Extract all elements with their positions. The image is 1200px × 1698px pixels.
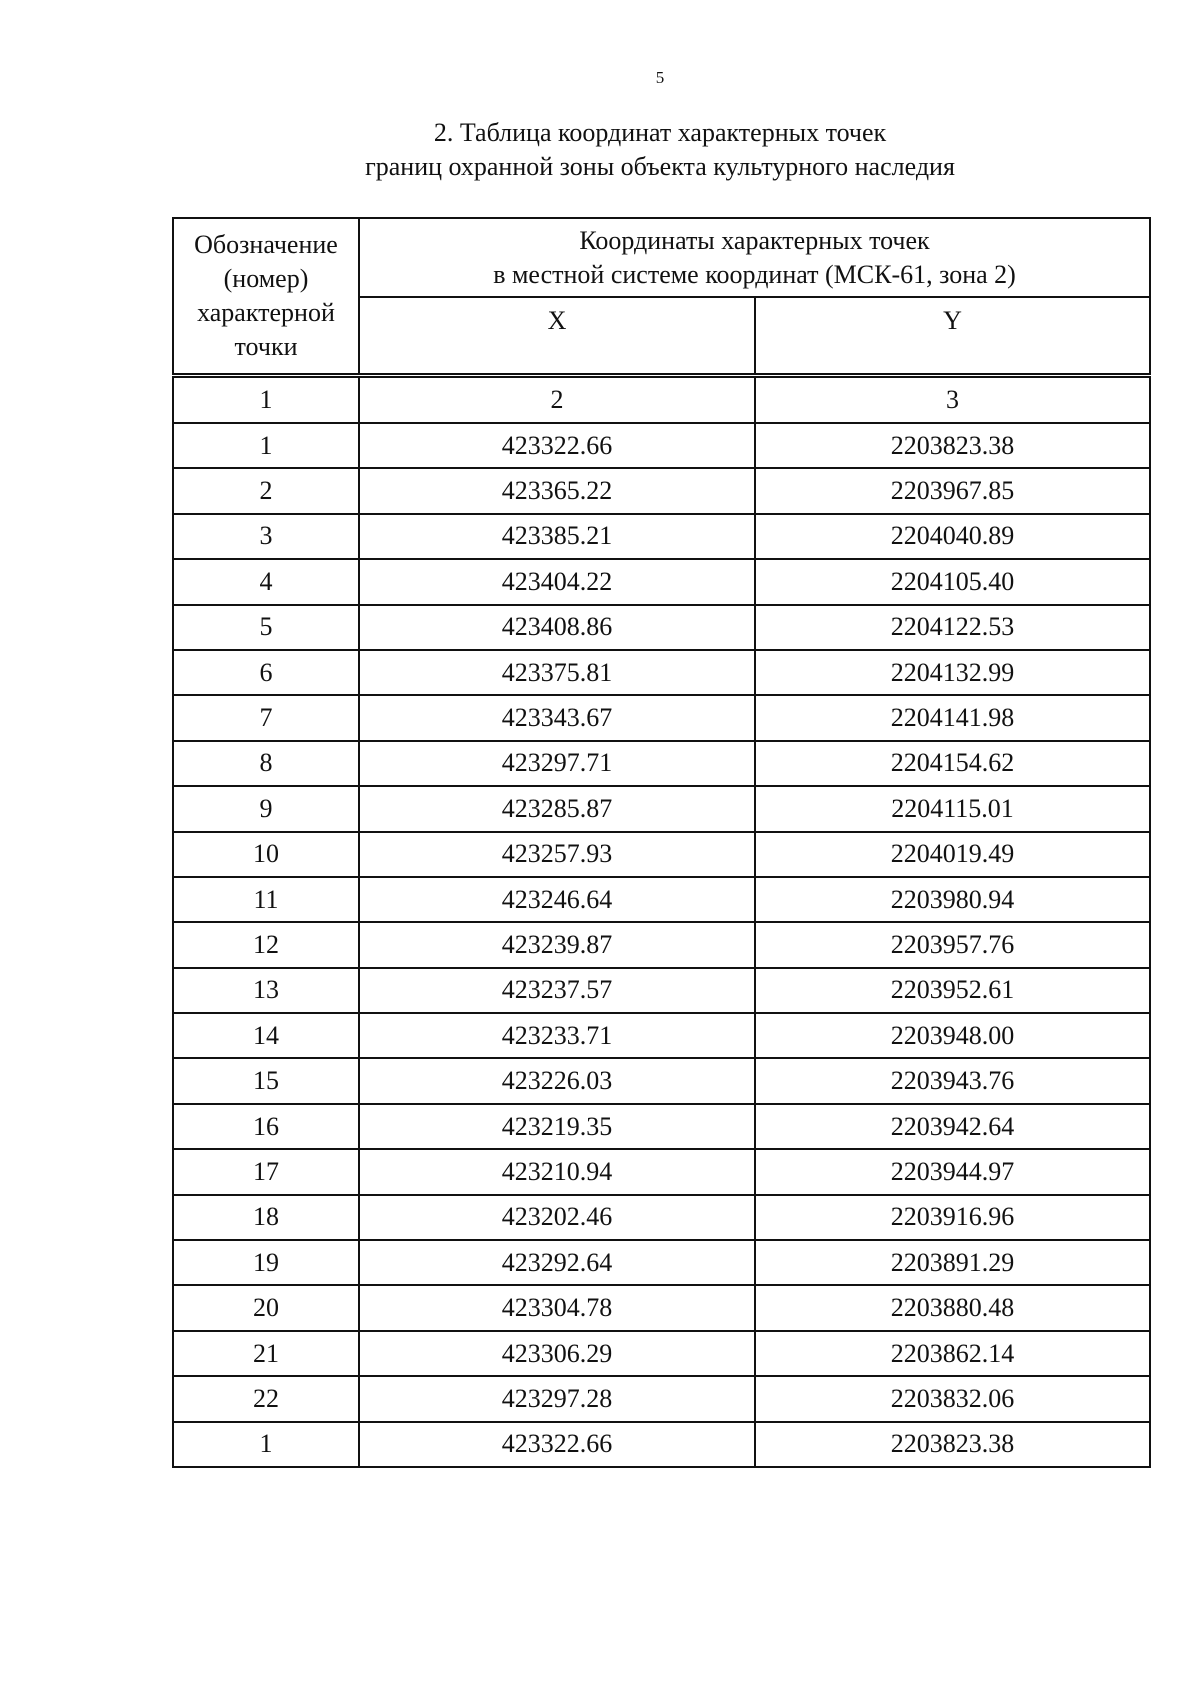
x-coordinate-cell: 423285.87 — [359, 786, 755, 831]
column-number: 1 — [173, 376, 359, 424]
y-coordinate-cell: 2204122.53 — [755, 605, 1150, 650]
x-coordinate-cell: 423246.64 — [359, 877, 755, 922]
point-number-cell: 13 — [173, 968, 359, 1013]
y-header: Y — [755, 297, 1150, 376]
y-coordinate-cell: 2203942.64 — [755, 1104, 1150, 1149]
x-coordinate-cell: 423322.66 — [359, 1422, 755, 1467]
y-coordinate-cell: 2203916.96 — [755, 1195, 1150, 1240]
point-number-cell: 19 — [173, 1240, 359, 1285]
point-number-cell: 7 — [173, 695, 359, 740]
x-coordinate-cell: 423219.35 — [359, 1104, 755, 1149]
x-coordinate-cell: 423408.86 — [359, 605, 755, 650]
x-coordinate-cell: 423375.81 — [359, 650, 755, 695]
y-coordinate-cell: 2204154.62 — [755, 741, 1150, 786]
table-row — [173, 695, 1150, 740]
x-coordinate-cell: 423226.03 — [359, 1058, 755, 1103]
point-number-cell: 14 — [173, 1013, 359, 1058]
point-number-cell: 1 — [173, 1422, 359, 1467]
point-number-cell: 21 — [173, 1331, 359, 1376]
x-coordinate-cell: 423292.64 — [359, 1240, 755, 1285]
y-coordinate-cell: 2203952.61 — [755, 968, 1150, 1013]
y-coordinate-cell: 2203891.29 — [755, 1240, 1150, 1285]
point-number-cell: 11 — [173, 877, 359, 922]
column-number: 2 — [359, 376, 755, 424]
point-number-cell: 16 — [173, 1104, 359, 1149]
table-row — [173, 1195, 1150, 1240]
designation-header: Обозначение (номер) характерной точки — [173, 218, 359, 376]
table-row — [173, 741, 1150, 786]
point-number-cell: 2 — [173, 468, 359, 513]
table-row — [173, 1104, 1150, 1149]
y-coordinate-cell: 2204019.49 — [755, 832, 1150, 877]
x-coordinate-cell: 423404.22 — [359, 559, 755, 604]
table-row — [173, 1422, 1150, 1467]
y-coordinate-cell: 2204115.01 — [755, 786, 1150, 831]
x-header: X — [359, 297, 755, 376]
x-coordinate-cell: 423297.71 — [359, 741, 755, 786]
table-row — [173, 423, 1150, 468]
coordinates-table — [172, 217, 1151, 1468]
x-coordinate-cell: 423306.29 — [359, 1331, 755, 1376]
table-row — [173, 559, 1150, 604]
page-title — [0, 116, 1200, 184]
x-coordinate-cell: 423297.28 — [359, 1376, 755, 1421]
column-number-row — [173, 376, 1150, 424]
point-number-cell: 20 — [173, 1285, 359, 1330]
table-row — [173, 786, 1150, 831]
y-coordinate-cell: 2203880.48 — [755, 1285, 1150, 1330]
y-coordinate-cell: 2204132.99 — [755, 650, 1150, 695]
y-coordinate-cell: 2203967.85 — [755, 468, 1150, 513]
table-row — [173, 877, 1150, 922]
table-row — [173, 1331, 1150, 1376]
x-coordinate-cell: 423210.94 — [359, 1149, 755, 1194]
table-row — [173, 968, 1150, 1013]
table-row — [173, 605, 1150, 650]
table-row — [173, 468, 1150, 513]
point-number-cell: 5 — [173, 605, 359, 650]
y-coordinate-cell: 2203862.14 — [755, 1331, 1150, 1376]
page-number: 5 — [655, 68, 665, 87]
column-number: 3 — [755, 376, 1150, 424]
point-number-cell: 22 — [173, 1376, 359, 1421]
x-coordinate-cell: 423239.87 — [359, 922, 755, 967]
point-number-cell: 6 — [173, 650, 359, 695]
point-number-cell: 8 — [173, 741, 359, 786]
y-coordinate-cell: 2204105.40 — [755, 559, 1150, 604]
point-number-cell: 17 — [173, 1149, 359, 1194]
y-coordinate-cell: 2203943.76 — [755, 1058, 1150, 1103]
table-row — [173, 1013, 1150, 1058]
x-coordinate-cell: 423322.66 — [359, 423, 755, 468]
y-coordinate-cell: 2203832.06 — [755, 1376, 1150, 1421]
coordinates-header: Координаты характерных точек в местной системе координат (МСК-61, зона 2) — [359, 218, 1150, 297]
y-coordinate-cell: 2203823.38 — [755, 1422, 1150, 1467]
x-coordinate-cell: 423233.71 — [359, 1013, 755, 1058]
x-coordinate-cell: 423304.78 — [359, 1285, 755, 1330]
point-number-cell: 18 — [173, 1195, 359, 1240]
x-coordinate-cell: 423202.46 — [359, 1195, 755, 1240]
point-number-cell: 15 — [173, 1058, 359, 1103]
table-row — [173, 832, 1150, 877]
y-coordinate-cell: 2204040.89 — [755, 514, 1150, 559]
table-row — [173, 1149, 1150, 1194]
point-number-cell: 1 — [173, 423, 359, 468]
x-coordinate-cell: 423343.67 — [359, 695, 755, 740]
title-line-2: границ охранной зоны объекта культурного наследия — [365, 152, 955, 181]
y-coordinate-cell: 2203948.00 — [755, 1013, 1150, 1058]
y-coordinate-cell: 2203944.97 — [755, 1149, 1150, 1194]
point-number-cell: 12 — [173, 922, 359, 967]
point-number-cell: 4 — [173, 559, 359, 604]
x-coordinate-cell: 423365.22 — [359, 468, 755, 513]
x-coordinate-cell: 423237.57 — [359, 968, 755, 1013]
table-row — [173, 514, 1150, 559]
point-number-cell: 10 — [173, 832, 359, 877]
table-row — [173, 1240, 1150, 1285]
y-coordinate-cell: 2204141.98 — [755, 695, 1150, 740]
y-coordinate-cell: 2203823.38 — [755, 423, 1150, 468]
table-row — [173, 1058, 1150, 1103]
table-row — [173, 1376, 1150, 1421]
y-coordinate-cell: 2203980.94 — [755, 877, 1150, 922]
x-coordinate-cell: 423385.21 — [359, 514, 755, 559]
table-row — [173, 922, 1150, 967]
table-row — [173, 650, 1150, 695]
point-number-cell: 3 — [173, 514, 359, 559]
x-coordinate-cell: 423257.93 — [359, 832, 755, 877]
title-line-1: 2. Таблица координат характерных точек — [433, 118, 887, 147]
table-row — [173, 1285, 1150, 1330]
point-number-cell: 9 — [173, 786, 359, 831]
y-coordinate-cell: 2203957.76 — [755, 922, 1150, 967]
